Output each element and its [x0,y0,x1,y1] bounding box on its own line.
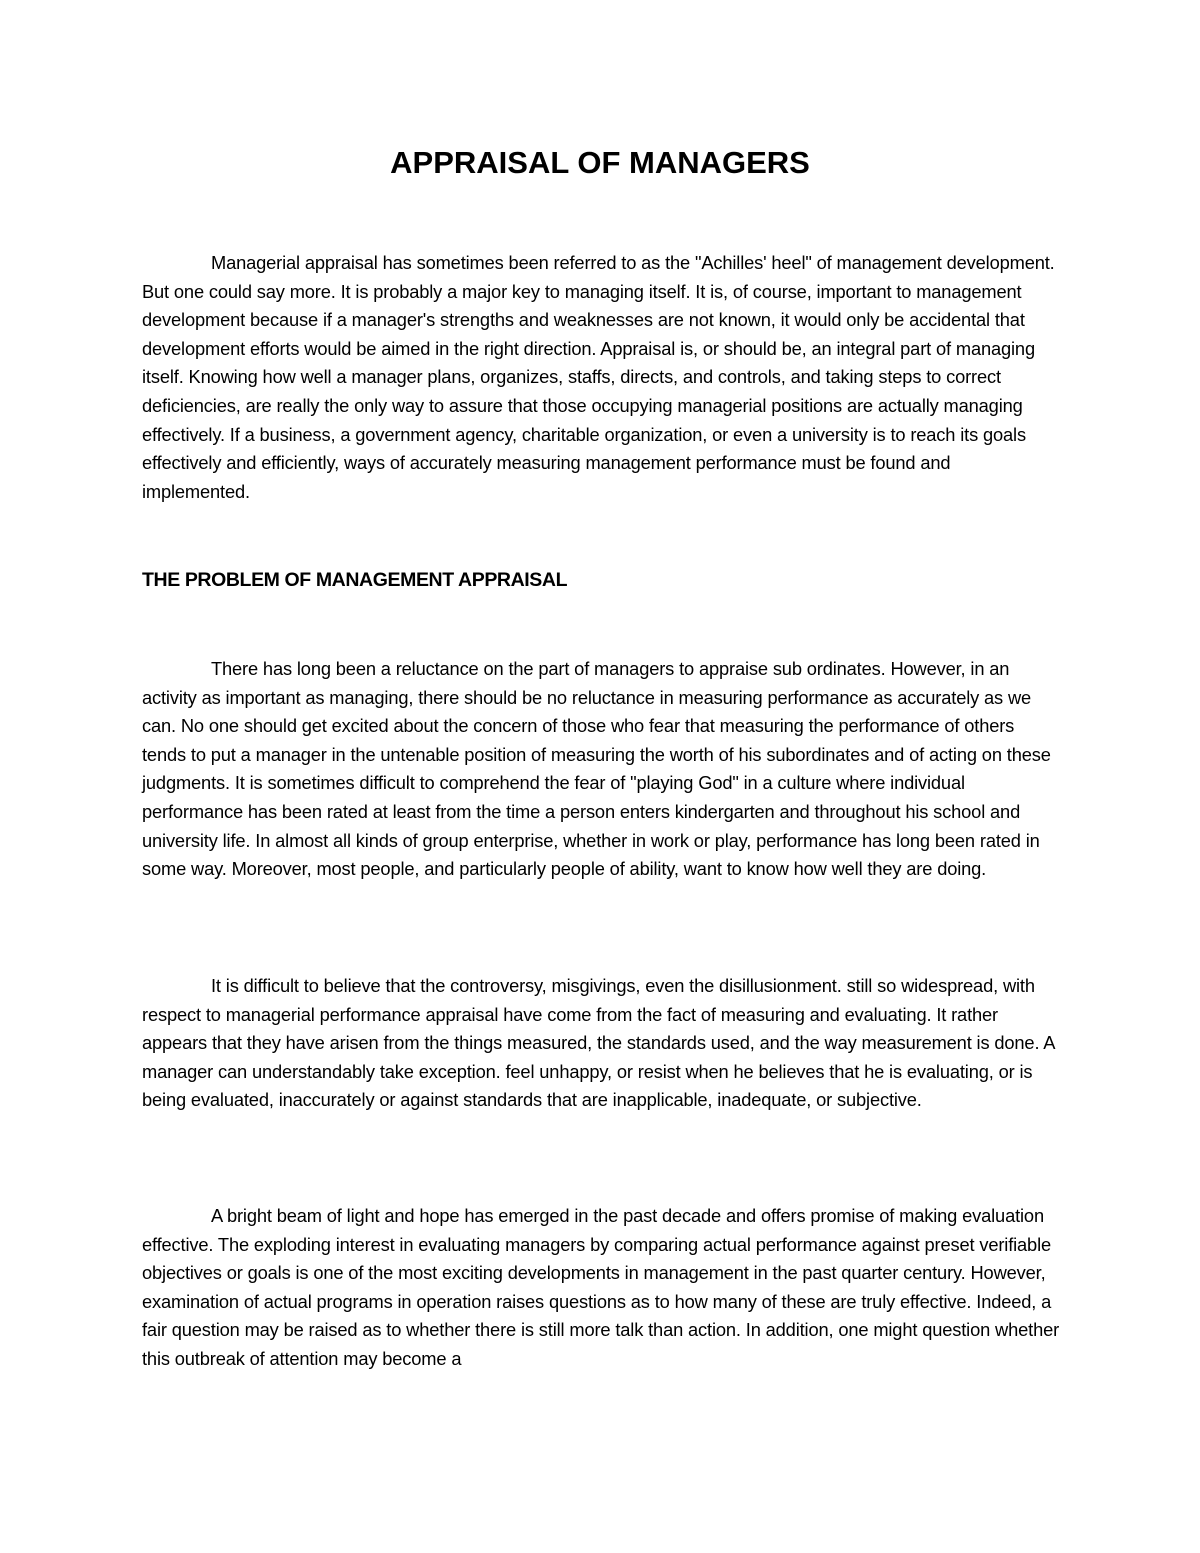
paragraph-reluctance: There has long been a reluctance on the part of managers to appraise sub ordinates. However, in an activity as important as managing, there should be no reluctance in measuring performance as accurately as we can. No one should get excited about the concern of those who fear that measuring the performance of others tends to put a manager in the untenable position of measuring the worth of his subordinates and of acting on these judgments. It is sometimes difficult to comprehend the fear of "playing God" in a culture where individual performance has been rated at least from the time a person enters kindergarten and throughout his school and university life. In almost all kinds of group enterprise, whether in work or play, performance has long been rated in some way. Moreover, most people, and particularly people of ability, want to know how well they are doing. [142,658,1051,880]
paragraph-bright-beam: A bright beam of light and hope has emerged in the past decade and offers promise of making evaluation effective. The exploding interest in evaluating managers by comparing actual performance against preset verifiable objectives or goals is one of the most exciting developments in management in the past quarter century. However, examination of actual programs in operation raises questions as to how many of these are truly effective. Indeed, a fair question may be raised as to whether there is still more talk than action. In addition, one might question whether this outbreak of attention may become a [142,1205,1060,1369]
paragraph-controversy: It is difficult to believe that the controversy, misgivings, even the disillusionment. still so widespread, with respect to managerial performance appraisal have come from the fact of measuring and evaluating. It rather appears that they have arisen from the things measured, the standards used, and the way measurement is done. A manager can understandably take exception. feel unhappy, or resist when he believes that he is evaluating, or is being evaluated, inaccurately or against standards that are inapplicable, inadequate, or subjective. [142,975,1055,1111]
paragraph-intro: Managerial appraisal has sometimes been referred to as the "Achilles' heel" of management development. But one could say more. It is probably a major key to managing itself. It is, of course, important to management development because if a manager's strengths and weaknesses are not known, it would only be accidental that development efforts would be aimed in the right direction. Appraisal is, or should be, an integral part of managing itself. Knowing how well a manager plans, organizes, staffs, directs, and controls, and taking steps to correct deficiencies, are really the only way to assure that those occupying managerial positions are actually managing effectively. If a business, a government agency, charitable organization, or even a university is to reach its goals effectively and efficiently, ways of accurately measuring management performance must be found and implemented. [142,252,1055,502]
section-heading: THE PROBLEM OF MANAGEMENT APPRAISAL [142,569,568,591]
document-title: APPRAISAL OF MANAGERS [390,145,810,180]
